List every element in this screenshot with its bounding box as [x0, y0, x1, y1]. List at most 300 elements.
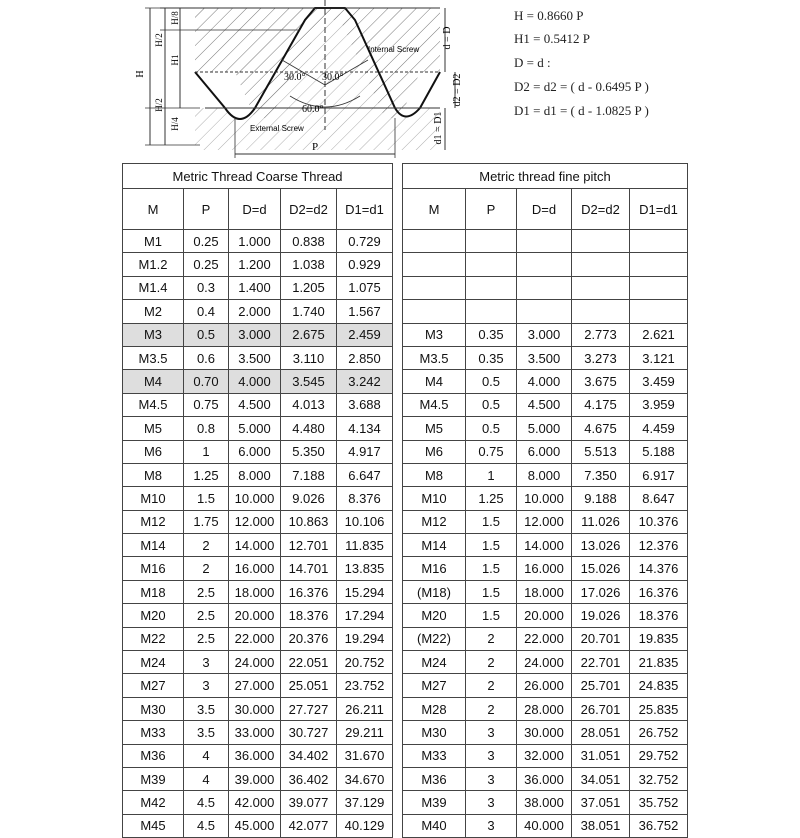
fine-cell: M33 [403, 744, 466, 767]
label-H1: H1 [170, 54, 180, 66]
coarse-cell: M3 [123, 323, 184, 346]
fine-cell: 20.701 [572, 627, 630, 650]
coarse-cell: 0.729 [337, 230, 393, 253]
coarse-cell: 2.5 [184, 627, 229, 650]
coarse-cell: 4 [184, 744, 229, 767]
fine-cell: M39 [403, 791, 466, 814]
coarse-row [123, 557, 393, 580]
coarse-row [123, 463, 393, 486]
coarse-cell: 2 [184, 534, 229, 557]
label-angle-total: 60.0° [302, 104, 324, 115]
fine-header-cell: M [403, 189, 466, 230]
coarse-cell: 5.000 [229, 417, 281, 440]
fine-cell: 8.647 [630, 487, 688, 510]
fine-cell [572, 253, 630, 276]
fine-cell: 3.675 [572, 370, 630, 393]
coarse-cell: 4.5 [184, 814, 229, 837]
fine-row [403, 346, 688, 369]
coarse-row [123, 440, 393, 463]
coarse-cell: M1 [123, 230, 184, 253]
coarse-cell: 36.000 [229, 744, 281, 767]
fine-cell: 0.5 [466, 370, 517, 393]
fine-cell: M40 [403, 814, 466, 837]
coarse-row [123, 487, 393, 510]
coarse-cell: 6.647 [337, 463, 393, 486]
label-d2-D2: d2 = D2 [452, 73, 463, 107]
fine-cell: 34.051 [572, 767, 630, 790]
fine-cell: 4.175 [572, 393, 630, 416]
fine-cell: 0.75 [466, 440, 517, 463]
fine-cell: 38.051 [572, 814, 630, 837]
coarse-cell: 37.129 [337, 791, 393, 814]
coarse-cell: M33 [123, 721, 184, 744]
fine-cell: 16.376 [630, 580, 688, 603]
fine-cell: M3.5 [403, 346, 466, 369]
coarse-cell: 1.038 [281, 253, 337, 276]
coarse-cell: 1.075 [337, 276, 393, 299]
coarse-cell: 17.294 [337, 604, 393, 627]
coarse-cell: M36 [123, 744, 184, 767]
formula-H: H = 0.8660 P [514, 8, 584, 23]
coarse-row [123, 253, 393, 276]
fine-cell [403, 300, 466, 323]
fine-cell: 29.752 [630, 744, 688, 767]
fine-cell: 24.000 [517, 651, 572, 674]
fine-cell: 10.000 [517, 487, 572, 510]
coarse-cell: M24 [123, 651, 184, 674]
coarse-cell: 1.000 [229, 230, 281, 253]
fine-row [403, 534, 688, 557]
fine-cell: 1.5 [466, 604, 517, 627]
fine-cell: 13.026 [572, 534, 630, 557]
fine-cell: 11.026 [572, 510, 630, 533]
fine-cell: 3.273 [572, 346, 630, 369]
fine-cell: 5.513 [572, 440, 630, 463]
coarse-row [123, 814, 393, 837]
coarse-cell: M27 [123, 674, 184, 697]
coarse-cell: 2.5 [184, 580, 229, 603]
fine-cell: 4.459 [630, 417, 688, 440]
coarse-cell: 0.5 [184, 323, 229, 346]
formula-D1: D1 = d1 = ( d - 1.0825 P ) [514, 103, 649, 118]
coarse-cell: 4.917 [337, 440, 393, 463]
coarse-cell: M39 [123, 767, 184, 790]
coarse-cell: 24.000 [229, 651, 281, 674]
fine-cell [630, 276, 688, 299]
fine-cell: 22.000 [517, 627, 572, 650]
coarse-header-cell: D2=d2 [281, 189, 337, 230]
fine-cell: 5.188 [630, 440, 688, 463]
fine-cell: 24.835 [630, 674, 688, 697]
label-internal-screw: Internal Screw [368, 45, 420, 54]
fine-cell: M27 [403, 674, 466, 697]
coarse-row [123, 276, 393, 299]
label-H8: H/8 [170, 11, 180, 25]
fine-cell: 12.376 [630, 534, 688, 557]
coarse-row [123, 627, 393, 650]
coarse-cell: M45 [123, 814, 184, 837]
fine-cell [517, 300, 572, 323]
coarse-cell: M6 [123, 440, 184, 463]
coarse-cell: 18.376 [281, 604, 337, 627]
fine-row [403, 814, 688, 837]
fine-cell [466, 230, 517, 253]
coarse-cell: 4 [184, 767, 229, 790]
fine-row [403, 651, 688, 674]
coarse-cell: 15.294 [337, 580, 393, 603]
coarse-cell: 31.670 [337, 744, 393, 767]
fine-cell: 10.376 [630, 510, 688, 533]
fine-row [403, 627, 688, 650]
coarse-cell: 5.350 [281, 440, 337, 463]
fine-cell: 8.000 [517, 463, 572, 486]
coarse-cell: 20.000 [229, 604, 281, 627]
label-external-screw: External Screw [250, 124, 304, 133]
coarse-cell: 23.752 [337, 674, 393, 697]
fine-cell [630, 230, 688, 253]
coarse-cell: 42.000 [229, 791, 281, 814]
coarse-cell: 22.000 [229, 627, 281, 650]
fine-cell: 28.000 [517, 697, 572, 720]
coarse-cell: 4.134 [337, 417, 393, 440]
coarse-row [123, 651, 393, 674]
fine-row [403, 604, 688, 627]
coarse-cell: 8.000 [229, 463, 281, 486]
fine-cell [630, 300, 688, 323]
coarse-header-cell: D=d [229, 189, 281, 230]
coarse-cell: 29.211 [337, 721, 393, 744]
fine-cell: 40.000 [517, 814, 572, 837]
coarse-cell: M2 [123, 300, 184, 323]
fine-cell: 2 [466, 627, 517, 650]
coarse-cell: 0.70 [184, 370, 229, 393]
coarse-cell: 0.8 [184, 417, 229, 440]
coarse-cell: 42.077 [281, 814, 337, 837]
fine-header-cell: P [466, 189, 517, 230]
fine-row [403, 791, 688, 814]
coarse-cell: 0.25 [184, 253, 229, 276]
fine-cell: 3.959 [630, 393, 688, 416]
coarse-cell: 14.000 [229, 534, 281, 557]
coarse-cell: 2 [184, 557, 229, 580]
fine-row [403, 487, 688, 510]
fine-cell: M4.5 [403, 393, 466, 416]
fine-cell: 3 [466, 791, 517, 814]
coarse-cell: M18 [123, 580, 184, 603]
fine-cell: 17.026 [572, 580, 630, 603]
fine-cell: 0.35 [466, 346, 517, 369]
fine-cell: 14.000 [517, 534, 572, 557]
coarse-cell: 12.701 [281, 534, 337, 557]
fine-cell: 6.917 [630, 463, 688, 486]
coarse-cell: 0.3 [184, 276, 229, 299]
fine-header-cell: D1=d1 [630, 189, 688, 230]
coarse-row [123, 346, 393, 369]
fine-cell: 35.752 [630, 791, 688, 814]
fine-row [403, 370, 688, 393]
coarse-cell: 0.929 [337, 253, 393, 276]
coarse-row [123, 580, 393, 603]
coarse-cell: 16.000 [229, 557, 281, 580]
coarse-cell: 39.000 [229, 767, 281, 790]
fine-cell [517, 230, 572, 253]
coarse-cell: 1.740 [281, 300, 337, 323]
coarse-row [123, 791, 393, 814]
fine-cell: 15.026 [572, 557, 630, 580]
coarse-cell: 3.242 [337, 370, 393, 393]
coarse-cell: 34.402 [281, 744, 337, 767]
coarse-cell: 25.051 [281, 674, 337, 697]
label-H2-bottom: H/2 [154, 98, 164, 112]
fine-cell: M16 [403, 557, 466, 580]
coarse-cell: 16.376 [281, 580, 337, 603]
fine-cell: 3.500 [517, 346, 572, 369]
fine-row [403, 440, 688, 463]
fine-cell: M20 [403, 604, 466, 627]
fine-cell [572, 230, 630, 253]
fine-cell [517, 253, 572, 276]
fine-cell: 7.350 [572, 463, 630, 486]
fine-title: Metric thread fine pitch [403, 164, 688, 189]
fine-cell: 9.188 [572, 487, 630, 510]
coarse-cell: M12 [123, 510, 184, 533]
coarse-cell: M4.5 [123, 393, 184, 416]
coarse-cell: 30.000 [229, 697, 281, 720]
fine-row [403, 674, 688, 697]
label-angle-right: 30.0° [322, 72, 344, 83]
coarse-cell: 27.727 [281, 697, 337, 720]
fine-row [403, 744, 688, 767]
coarse-cell: 1.567 [337, 300, 393, 323]
formula-D: D = d : [514, 55, 551, 70]
label-angle-left: 30.0° [284, 72, 306, 83]
fine-row [403, 253, 688, 276]
fine-cell: 22.701 [572, 651, 630, 674]
fine-cell [630, 253, 688, 276]
coarse-row [123, 230, 393, 253]
fine-cell: 2 [466, 651, 517, 674]
fine-cell: M12 [403, 510, 466, 533]
coarse-cell: 3 [184, 651, 229, 674]
coarse-cell: 11.835 [337, 534, 393, 557]
fine-cell: 21.835 [630, 651, 688, 674]
fine-cell: 30.000 [517, 721, 572, 744]
coarse-row [123, 417, 393, 440]
fine-cell [403, 253, 466, 276]
fine-cell: 2.773 [572, 323, 630, 346]
coarse-cell: M1.4 [123, 276, 184, 299]
coarse-cell: 3.000 [229, 323, 281, 346]
coarse-cell: 39.077 [281, 791, 337, 814]
fine-cell: 3 [466, 814, 517, 837]
coarse-cell: 3.5 [184, 721, 229, 744]
fine-cell [466, 300, 517, 323]
label-P: P [312, 141, 319, 153]
coarse-cell: M16 [123, 557, 184, 580]
fine-cell [572, 276, 630, 299]
coarse-cell: 2.5 [184, 604, 229, 627]
label-d-D: d = D [442, 26, 453, 50]
fine-row [403, 323, 688, 346]
fine-cell: 25.835 [630, 697, 688, 720]
coarse-row [123, 744, 393, 767]
coarse-cell: 2.459 [337, 323, 393, 346]
thread-profile-diagram [0, 0, 470, 160]
fine-cell: 38.000 [517, 791, 572, 814]
coarse-cell: 3.688 [337, 393, 393, 416]
coarse-cell: 0.4 [184, 300, 229, 323]
coarse-cell: 1.75 [184, 510, 229, 533]
coarse-cell: 13.835 [337, 557, 393, 580]
coarse-cell: 4.5 [184, 791, 229, 814]
coarse-row [123, 510, 393, 533]
fine-cell: M28 [403, 697, 466, 720]
fine-cell: 1.5 [466, 580, 517, 603]
fine-cell [403, 276, 466, 299]
fine-cell: 14.376 [630, 557, 688, 580]
coarse-cell: 2.850 [337, 346, 393, 369]
fine-cell: 32.000 [517, 744, 572, 767]
fine-cell: (M22) [403, 627, 466, 650]
coarse-cell: 0.6 [184, 346, 229, 369]
label-H4: H/4 [170, 117, 180, 131]
coarse-cell: 30.727 [281, 721, 337, 744]
coarse-cell: 36.402 [281, 767, 337, 790]
label-H2-top: H/2 [154, 33, 164, 47]
coarse-cell: M22 [123, 627, 184, 650]
coarse-header-cell: M [123, 189, 184, 230]
coarse-row [123, 300, 393, 323]
coarse-cell: M20 [123, 604, 184, 627]
coarse-cell: 0.25 [184, 230, 229, 253]
fine-cell: 1 [466, 463, 517, 486]
fine-row [403, 580, 688, 603]
fine-cell: M10 [403, 487, 466, 510]
coarse-cell: 18.000 [229, 580, 281, 603]
coarse-row [123, 393, 393, 416]
fine-cell: 1.5 [466, 557, 517, 580]
coarse-thread-table [122, 163, 393, 838]
fine-row [403, 300, 688, 323]
coarse-cell: 20.752 [337, 651, 393, 674]
fine-cell: 3.459 [630, 370, 688, 393]
fine-row [403, 393, 688, 416]
fine-cell: 28.051 [572, 721, 630, 744]
coarse-cell: 0.838 [281, 230, 337, 253]
coarse-cell: 1.400 [229, 276, 281, 299]
fine-cell: 36.752 [630, 814, 688, 837]
fine-cell [466, 276, 517, 299]
fine-cell: 16.000 [517, 557, 572, 580]
fine-cell: 3 [466, 744, 517, 767]
coarse-cell: 0.75 [184, 393, 229, 416]
coarse-cell: 19.294 [337, 627, 393, 650]
fine-cell: 26.752 [630, 721, 688, 744]
coarse-cell: 4.500 [229, 393, 281, 416]
coarse-cell: 14.701 [281, 557, 337, 580]
coarse-cell: M42 [123, 791, 184, 814]
coarse-cell: 4.013 [281, 393, 337, 416]
fine-cell: M14 [403, 534, 466, 557]
fine-cell: 6.000 [517, 440, 572, 463]
fine-cell: M24 [403, 651, 466, 674]
coarse-cell: M3.5 [123, 346, 184, 369]
coarse-header-cell: D1=d1 [337, 189, 393, 230]
fine-cell: 4.675 [572, 417, 630, 440]
fine-cell: 5.000 [517, 417, 572, 440]
fine-cell: 12.000 [517, 510, 572, 533]
fine-cell: M6 [403, 440, 466, 463]
label-d1-D1: d1 = D1 [433, 111, 444, 145]
formula-H1: H1 = 0.5412 P [514, 31, 590, 46]
coarse-cell: 22.051 [281, 651, 337, 674]
coarse-cell: 3.500 [229, 346, 281, 369]
coarse-row [123, 604, 393, 627]
fine-cell: 19.835 [630, 627, 688, 650]
coarse-row [123, 721, 393, 744]
fine-row [403, 510, 688, 533]
coarse-cell: M10 [123, 487, 184, 510]
coarse-cell: 45.000 [229, 814, 281, 837]
coarse-cell: 12.000 [229, 510, 281, 533]
coarse-cell: 10.863 [281, 510, 337, 533]
coarse-cell: 1.25 [184, 463, 229, 486]
fine-cell: M5 [403, 417, 466, 440]
coarse-cell: 10.106 [337, 510, 393, 533]
fine-cell: 36.000 [517, 767, 572, 790]
fine-cell: 26.000 [517, 674, 572, 697]
fine-row [403, 417, 688, 440]
fine-cell: 26.701 [572, 697, 630, 720]
coarse-row [123, 534, 393, 557]
fine-cell: M36 [403, 767, 466, 790]
coarse-cell: M30 [123, 697, 184, 720]
fine-row [403, 721, 688, 744]
fine-cell: M30 [403, 721, 466, 744]
coarse-cell: 33.000 [229, 721, 281, 744]
fine-cell: 25.701 [572, 674, 630, 697]
fine-cell [572, 300, 630, 323]
coarse-row [123, 674, 393, 697]
fine-pitch-table [402, 163, 688, 838]
coarse-cell: 4.000 [229, 370, 281, 393]
coarse-cell: 10.000 [229, 487, 281, 510]
coarse-row [123, 697, 393, 720]
formula-D2: D2 = d2 = ( d - 0.6495 P ) [514, 79, 649, 94]
fine-cell: 0.5 [466, 393, 517, 416]
coarse-cell: 1.5 [184, 487, 229, 510]
fine-cell: 3 [466, 767, 517, 790]
fine-cell: 2 [466, 674, 517, 697]
fine-cell: M3 [403, 323, 466, 346]
fine-row [403, 276, 688, 299]
coarse-cell: M5 [123, 417, 184, 440]
coarse-cell: 3.545 [281, 370, 337, 393]
coarse-cell: 8.376 [337, 487, 393, 510]
coarse-cell: 40.129 [337, 814, 393, 837]
coarse-cell: 3.110 [281, 346, 337, 369]
fine-cell [403, 230, 466, 253]
fine-cell: 1.25 [466, 487, 517, 510]
coarse-row [123, 323, 393, 346]
coarse-cell: 1 [184, 440, 229, 463]
coarse-cell: 27.000 [229, 674, 281, 697]
fine-cell: M8 [403, 463, 466, 486]
fine-cell: 31.051 [572, 744, 630, 767]
fine-cell [466, 253, 517, 276]
coarse-cell: 2.675 [281, 323, 337, 346]
coarse-cell: M14 [123, 534, 184, 557]
